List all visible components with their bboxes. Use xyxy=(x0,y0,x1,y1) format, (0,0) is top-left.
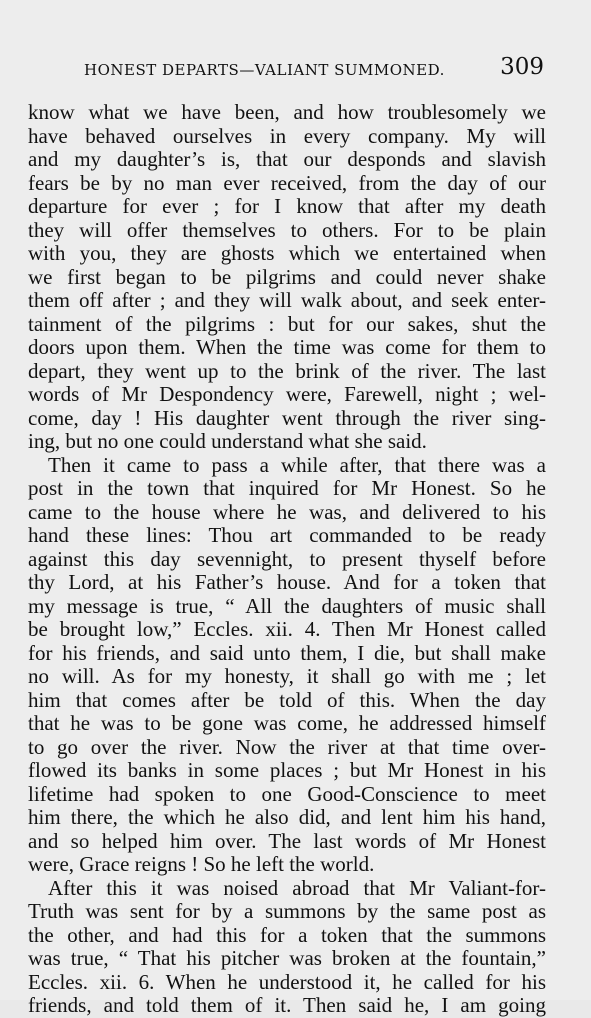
text-line: my message is true, “ All the daughters of music shall xyxy=(28,593,546,618)
text-line: post in the town that inquired for Mr Honest. So he xyxy=(28,476,546,500)
text-line: know what we have been, and how troublesomely we xyxy=(28,100,546,124)
text-line: them off after ; and they will walk about, and seek enter- xyxy=(28,288,546,312)
text-line: departure for ever ; for I know that after my death xyxy=(28,194,546,218)
page-header xyxy=(84,55,544,79)
text-line: the other, and had this for a token that the summons xyxy=(28,922,546,947)
text-line: were, Grace reigns ! So he left the world. xyxy=(28,852,375,876)
text-line: ing, but no one could understand what she said. xyxy=(28,429,427,453)
text-line: have behaved ourselves in every company. My will xyxy=(28,123,546,148)
text-line: that he was to be gone was come, he addressed himself xyxy=(28,711,546,735)
text-line: to go over the river. Now the river at that time over- xyxy=(28,734,546,759)
body-text xyxy=(28,101,546,1018)
text-line: Eccles. xii. 6. When he understood it, he called for his xyxy=(28,969,546,994)
text-line: they will offer themselves to others. For to be plain xyxy=(28,217,546,242)
text-line: no will. As for my honesty, it shall go with me ; let xyxy=(28,664,546,688)
text-line: tainment of the pilgrims : but for our sakes, shut the xyxy=(28,311,546,336)
text-line: come, day ! His daughter went through the river sing- xyxy=(28,405,546,430)
text-line: be brought low,” Eccles. xii. 4. Then Mr Honest called xyxy=(28,617,546,641)
text-line: was true, “ That his pitcher was broken at the fountain,” xyxy=(28,946,546,970)
text-line: flowed its banks in some places ; but Mr Honest in his xyxy=(28,758,546,782)
text-line: Truth was sent for by a summons by the same post as xyxy=(28,899,546,923)
text-line: lifetime had spoken to one Good-Conscience to meet xyxy=(28,781,546,806)
text-line: Then it came to pass a while after, that there was a xyxy=(48,452,546,477)
page-number: 309 xyxy=(500,54,544,80)
text-line: fears be by no man ever received, from the day of our xyxy=(28,170,546,195)
text-line: depart, they went up to the brink of the river. The last xyxy=(28,358,546,383)
text-line: we first began to be pilgrims and could never shake xyxy=(28,264,546,289)
text-line: hand these lines: Thou art commanded to be ready xyxy=(28,523,546,547)
text-line: friends, and told them of it. Then said he, I am going xyxy=(28,993,546,1017)
text-line: him there, the which he also did, and lent him his hand, xyxy=(28,805,546,829)
text-line: After this it was noised abroad that Mr Valiant-for- xyxy=(48,875,546,900)
text-line: with you, they are ghosts which we entertained when xyxy=(28,241,546,265)
text-line: and so helped him over. The last words of Mr Honest xyxy=(28,828,546,853)
text-line: him that comes after be told of this. When the day xyxy=(28,687,546,712)
running-head: HONEST DEPARTS—VALIANT SUMMONED. xyxy=(84,61,445,79)
text-line: thy Lord, at his Father’s house. And for a token that xyxy=(28,570,546,594)
text-line: came to the house where he was, and delivered to his xyxy=(28,499,546,524)
text-line: against this day sevennight, to present thyself before xyxy=(28,546,546,571)
text-line: and my daughter’s is, that our desponds and slavish xyxy=(28,147,546,171)
text-line: for his friends, and said unto them, I die, but shall make xyxy=(28,640,546,665)
text-line: words of Mr Despondency were, Farewell, night ; wel- xyxy=(28,382,546,406)
text-line: doors upon them. When the time was come for them to xyxy=(28,335,546,359)
